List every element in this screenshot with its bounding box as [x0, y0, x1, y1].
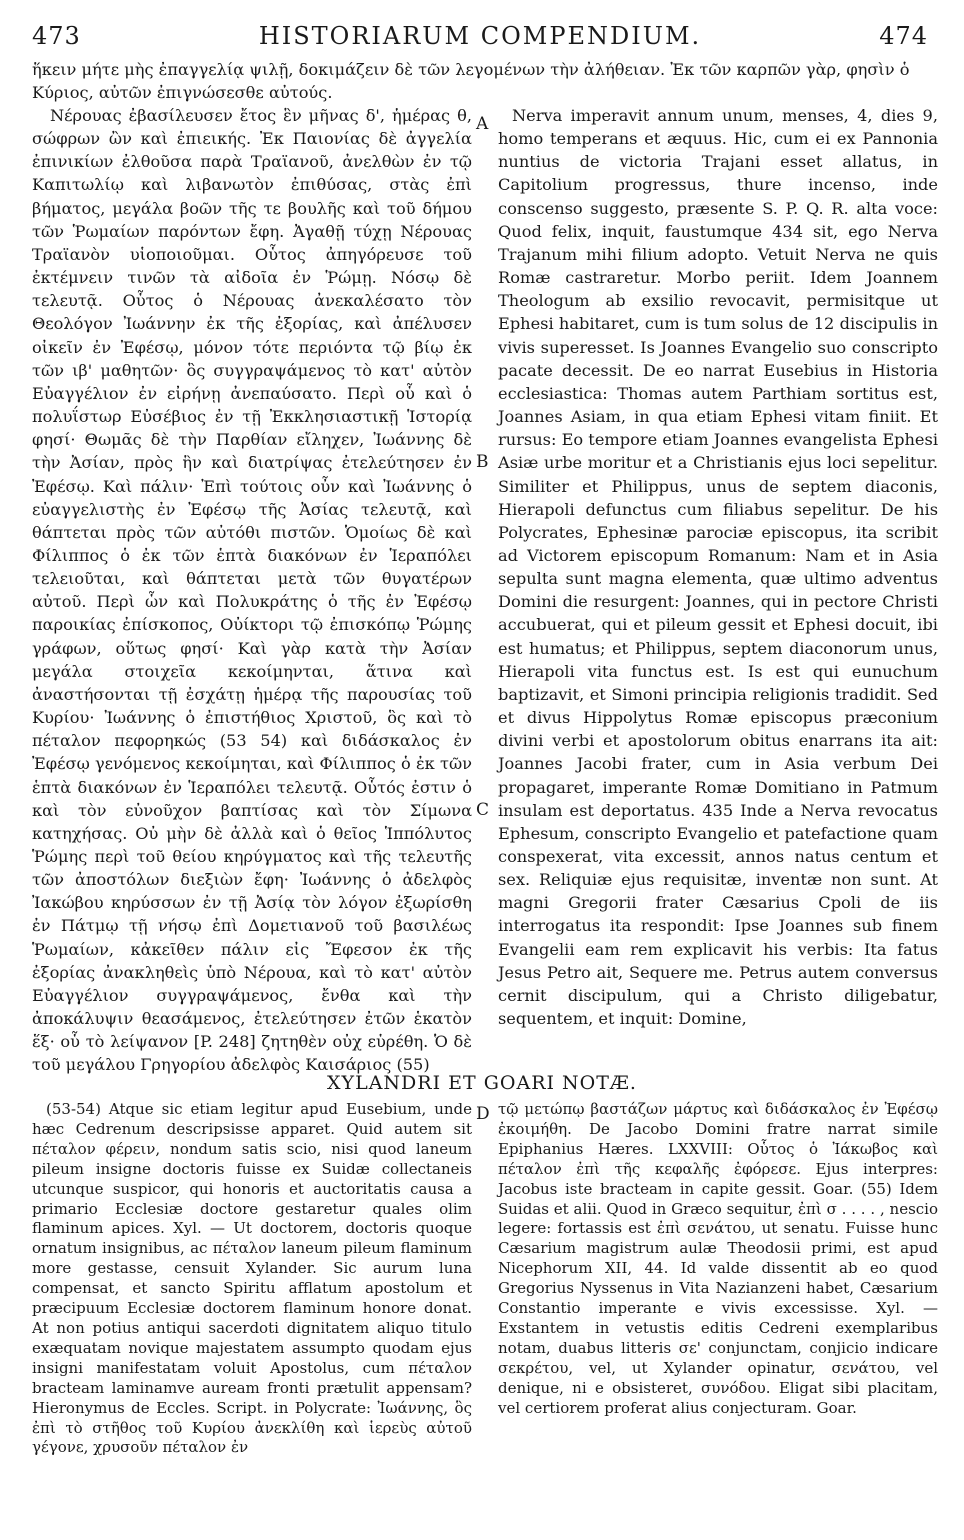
page-number-left: 473 [32, 22, 81, 50]
notes-left-column [32, 1100, 472, 1458]
greek-lead-paragraph: ἥκειν μήτε μὴς ἐπαγγελίᾳ ψιλῇ, δοκιμάζειν δὲ τῶν λεγομένων τὴν ἀλήθειαν. Ἐκ τῶν καρπῶν γὰρ, φησὶν ὁ Κύριος, αὐτῶν ἐπιγνώσεσθε αὐτούς. [32, 60, 910, 103]
running-head: HISTORIARUM COMPENDIUM. [258, 22, 702, 50]
latin-text: Nerva imperavit annum unum, menses, 4, dies 9, homo temperans et æquus. Hic, cum ei ex Pannonia nuntius de victoria Trajani esset allatus, in Capitolium progressus, thure incenso, inde conscenso suggesto, præsente S. P. Q. R. alta voce: Quod felix, inquit, faustumque 434 sit, ego Nerva Trajanum mihi filium adopto. Vetuit Nerva ne quis Romæ castraretur. Morbo periit. Idem Joannem Theologum ab exsilio revocavit, permisitque ut Ephesi habitaret, cum is tum solus de 12 discipulis in vivis superesset. Is Joannes Evangelio suo conscripto pacate decessit. De eo narrat Eusebius in Historia ecclesiastica: Thomas autem Parthiam sortitus est, Joannes Asiam, in qua etiam Ephesi vitam finiit. Et rursus: Eo tempore etiam Joannes evangelista Ephesi Asiæ urbe moritur et a Christianis ejus loci sepelitur. Similiter et Philippus, unus de septem diaconis, Hierapoli defunctus cum filiabus sepelitur. De his Polycrates, Ephesinæ parociæ episcopus, ita scribit ad Victorem episcopum Romanum: Nam et in Asia sepulta sunt magna elementa, quæ ultimo adventus Domini die resurgent: Joannes, qui in pectore Christi accubuerat, qui et pileum gessit et Ephesi docuit, ibi est humatus; et Philippus, septem diaconorum unus, Hierapoli vita functus est. Is est qui eunuchum baptizavit, et Simoni principia religionis tradidit. Sed et divus Hippolytus Romæ episcopus præconium divini verbi et apostolorum obitus enarrans ita ait: Joannes Jacobi frater, cum in Asia verbum Dei propagaret, imperante Romæ Domitiano in Patmum insulam est deportatus. 435 Inde a Nerva revocatus Ephesum, conscripto Evangelio et patefactione quam conspexerat, vita excessit, annos natus centum et sex. Reliquiæ ejus requisitæ, inventæ non sunt. At magni Gregorii frater Cæsarius Cpoli de iis interrogatus ita respondit: Ipse Joannes sub finem Evangelii eam rem explicavit his verbis: Ita fatus Jesus Petro ait, Sequere me. Petrus autem conversus cernit discipulum, qui a Christo diligebatur, sequentem, et inquit: Domine, [498, 106, 938, 1029]
latin-column [498, 104, 938, 1030]
section-marker-c: C [476, 800, 490, 820]
section-marker-d: D [476, 1104, 490, 1124]
page-header [32, 22, 928, 52]
section-marker-b: B [476, 452, 489, 472]
notes-right-text: τῷ μετώπῳ βαστάζων μάρτυς καὶ διδάσκαλος ἐν Ἐφέσῳ ἐκοιμήθη. De Jacobo Domini fratre narrat simile Epiphanius Hæres. LXXVIII: Οὗτος ὁ Ἰάκωβος καὶ πέταλον ἐπὶ τῆς κεφαλῆς ἐφόρεσε. Ejus interpres: Jacobus iste bracteam in capite gessit. Goar. (55) Idem Suidas et alii. Quod in Græco sequitur, ἐπὶ σ . . . . , nescio legere: fortassis est ἐπὶ σενάτου, ut senatu. Fuisse hunc Cæsarium magistrum aulæ Theodosii primi, est apud Nicephorum XII, 44. Id valde dissentit ab eo quod Gregorius Nyssenus in Vita Nazianzeni habet, Cæsarium Constantio imperante e vivis excessisse. Xyl. — Exstantem in vetustis editis Cedreni exemplaribus notam, duabus litteris σε' conjunctam, conjicio indicare σεκρέτου, vel, ut Xylander opinatur, σενάτου, vel denique, ni e obsisteret, συνόδου. Eligat sibi placitam, vel certiorem proferat alius conjecturam. Goar. [498, 1100, 938, 1417]
notes-title: XYLANDRI ET GOARI NOTÆ. [327, 1072, 637, 1094]
greek-text: Νέρουας ἐβασίλευσεν ἔτος ἓν μῆνας δ', ἡμέρας θ, σώφρων ὢν καὶ ἐπιεικής. Ἐκ Παιονίας δὲ ἀγγελία ἐπινικίων ἐλθοῦσα παρὰ Τραϊανοῦ, ἀνελθὼν ἐν τῷ Καπιτωλίῳ καὶ λιβανωτὸν ἐπιθύσας, στὰς ἐπὶ βήματος, μεγάλα βοῶν τῆς τε βουλῆς καὶ τοῦ δήμου τῶν Ῥωμαίων παρόντων ἔφη. Ἀγαθῇ τύχῃ Νέρουας Τραϊανὸν υἱοποιοῦμαι. Οὗτος ἀπηγόρευσε τοῦ ἐκτέμνειν τινῶν τὰ αἰδοῖα ἐν Ῥώμῃ. Νόσῳ δὲ τελευτᾷ. Οὗτος ὁ Νέρουας ἀνεκαλέσατο τὸν Θεολόγον Ἰωάννην ἐκ τῆς ἐξορίας, καὶ ἀπέλυσεν οἰκεῖν ἐν Ἐφέσῳ, μόνον τότε περιόντα τῷ βίῳ ἐκ τῶν ιβ' μαθητῶν· ὃς συγγραψάμενος τὸ κατ' αὐτὸν Εὐαγγέλιον ἐν εἰρήνῃ ἀνεπαύσατο. Περὶ οὗ καὶ ὁ πολυΐστωρ Εὐσέβιος ἐν τῇ Ἐκκλησιαστικῇ Ἱστορίᾳ φησί· Θωμᾶς δὲ τὴν Παρθίαν εἴληχεν, Ἰωάννης δὲ τὴν Ἀσίαν, πρὸς ἣν καὶ διατρίψας ἐτελεύτησεν ἐν Ἐφέσῳ. Καὶ πάλιν· Ἐπὶ τούτοις οὖν καὶ Ἰωάννης ὁ εὐαγγελιστὴς ἐν Ἐφέσῳ τῆς Ἀσίας τελευτᾷ, καὶ θάπτεται πρὸς τῶν αὐτόθι πιστῶν. Ὁμοίως δὲ καὶ Φίλιππος ὁ ἐκ τῶν ἑπτὰ διακόνων ἐν Ἱεραπόλει τελειοῦται, καὶ θάπτεται μετὰ τῶν θυγατέρων αὐτοῦ. Περὶ ὧν καὶ Πολυκράτης ὁ τῆς ἐν Ἐφέσῳ παροικίας ἐπίσκοπος, Οὐίκτορι τῷ ἐπισκόπῳ Ῥώμης γράφων, οὕτως φησί· Καὶ γὰρ κατὰ τὴν Ἀσίαν μεγάλα στοιχεῖα κεκοίμηνται, ἅτινα καὶ ἀναστήσονται τῇ ἐσχάτῃ ἡμέρᾳ τῆς παρουσίας τοῦ Κυρίου· Ἰωάννης ὁ ἐπιστήθιος Χριστοῦ, ὃς καὶ τὸ πέταλον πεφορηκώς (53 54) καὶ διδάσκαλος ἐν Ἐφέσῳ γενόμενος κεκοίμηται, καὶ Φίλιππος ὁ ἐκ τῶν ἑπτὰ διακόνων ἐν Ἱεραπόλει τελευτᾷ. Οὗτός ἐστιν ὁ καὶ τὸν εὐνοῦχον βαπτίσας καὶ τὸν Σίμωνα κατηχήσας. Οὐ μὴν δὲ ἀλλὰ καὶ ὁ θεῖος Ἱππόλυτος Ῥώμης περὶ τοῦ θείου κηρύγματος καὶ τῆς τελευτῆς τῶν ἀποστόλων διεξιὼν ἔφη· Ἰωάννης ὁ ἀδελφὸς Ἰακώβου κηρύσσων ἐν τῇ Ἀσίᾳ τὸν λόγον ἐξωρίσθη ἐν Πάτμῳ τῇ νήσῳ ἐπὶ Δομετιανοῦ τοῦ βασιλέως Ῥωμαίων, κἀκεῖθεν πάλιν εἰς Ἔφεσον ἐκ τῆς ἐξορίας ἀνακληθεὶς ὑπὸ Νέρουα, καὶ τὸ κατ' αὐτὸν Εὐαγγέλιον συγγραψάμενος, ἔνθα καὶ τὴν ἀποκάλυψιν θεασάμενος, ἐτελεύτησεν ἐτῶν ἑκατὸν ἕξ· οὗ τὸ λείψανον [P. 248] ζητηθὲν οὐχ εὑρέθη. Ὁ δὲ τοῦ μεγάλου Γρηγορίου ἀδελφὸς Καισάριος (55) [32, 106, 472, 1075]
section-marker-a: A [476, 114, 489, 134]
page-number-right: 474 [879, 22, 928, 50]
greek-column [32, 104, 472, 1077]
notes-right-column [498, 1100, 938, 1419]
notes-left-text: (53-54) Atque sic etiam legitur apud Eusebium, unde hæc Cedrenum descripsisse apparet. Quid autem sit πέταλον φέρειν, nondum satis scio, nisi quod laneum pileum insigne doctoris fuisse ex Suidæ collectaneis utcunque suspicor, qui honoris et auctoritatis causa a primario Ecclesiæ doctore gestaretur quales olim flaminum apices. Xyl. — Ut doctorem, doctoris quoque ornatum insignibus, ac πέταλον laneum pileum flaminum more gestasse, censuit Xylander. Sic aurum luna compensat, et sancto Spiritu afflatum apostolum et præcipuum Ecclesiæ doctorem flaminum honore donat. At non potius antiqui sacerdoti dignitatem aliquo titulo exæquatam novique majestatem assumpto quodam ejus insigni manifestatam voluit Apostolus, cum πέταλον bracteam laminamve auream fronti prætulit appensam? Hieronymus de Eccles. Script. in Polycrate: Ἰωάννης, ὃς ἐπὶ τὸ στῆθος τοῦ Κυρίου ἀνεκλίθη καὶ ἱερεὺς αὐτοῦ γέγονε, χρυσοῦν πέταλον ἐν [32, 1100, 472, 1457]
